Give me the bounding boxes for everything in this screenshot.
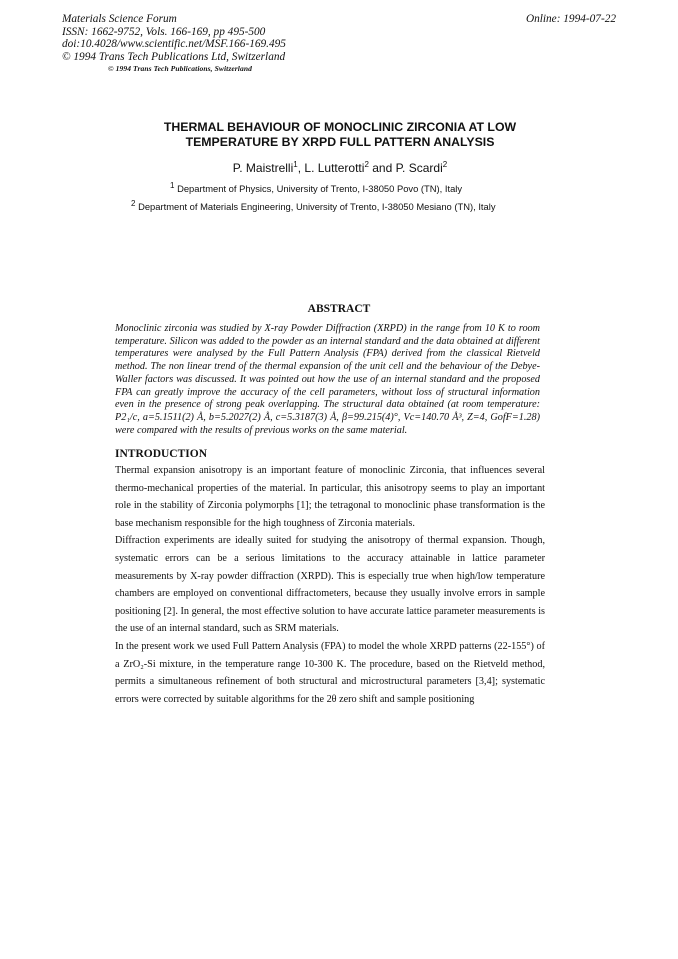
abstract-text: Monoclinic zirconia was studied by X-ray Powder Diffraction (XRPD) in the range from 10 K to room temperature. Silicon was added to the powder as an internal standard and the data obtained at different temperatures were analysed by the Full Pattern Analysis (FPA) derived from the classical Rietveld method. The non linear trend of the thermal expansion of the unit cell and the behaviour of the Debye-Waller factors was discussed. It was pointed out how the use of an internal standard and the proposed FPA can greatly improve the accuracy of the cell parameters, without loss of structural information even in the presence of strong peak overlapping. The structural data obtained (at room temperature: P2₁/c, a=5.1511(2) Å, b=5.2027(2) Å, c=5.3187(3) Å, β=99.215(4)°, Vc=140.70 Å³, Z=4, GofF=1.28) were compared with the results of previous works on the same material. [115,323,540,436]
copyright-line: © 1994 Trans Tech Publications Ltd, Switzerland [62,50,286,63]
author-3: P. Scardi [395,161,443,175]
affiliation-1-text: Department of Physics, University of Trento, I-38050 Povo (TN), Italy [177,183,463,195]
intro-paragraph-1: Thermal expansion anisotropy is an important feature of monoclinic Zirconia, that influences several thermo-mechanical properties of the material. In particular, this anisotropy seems to play an important role in the stability of Zirconia polymorphs [1]; the tetragonal to monoclinic phase transformation is the base mechanism responsible for the high toughness of Zirconia materials. [115,465,545,529]
affiliation-1-sup: 1 [170,181,175,190]
title-line-1: THERMAL BEHAVIOUR OF MONOCLINIC ZIRCONIA AT LOW [163,120,517,134]
affiliation-2-sup: 2 [131,199,136,208]
doi-line[interactable]: doi:10.4028/www.scientific.net/MSF.166-169.495 [62,38,286,51]
introduction-heading: INTRODUCTION [115,448,208,460]
title-line-2: TEMPERATURE BY XRPD FULL PATTERN ANALYSIS [185,135,495,149]
author-1: P. Maistrelli [232,161,294,175]
affiliation-2 [131,199,496,212]
author-2-sup: 2 [364,160,369,169]
issn-line: ISSN: 1662-9752, Vols. 166-169, pp 495-500 [62,25,266,38]
intro-paragraph-2: Diffraction experiments are ideally suited for studying the anisotropy of thermal expansion. Though, systematic errors can be a serious limitations to the accuracy attainable in lattice parameter measurements by X-ray powder diffraction (XRPD). This is especially true when high/low temperature chambers are employed on conventional diffractometers, because they usually involve errors in sample positioning [2]. In general, the most effective solution to have accurate lattice parameter measurements is the use of an internal standard, such as SRM materials. [115,535,545,635]
author-2: L. Lutterotti [304,161,365,175]
abstract-heading: ABSTRACT [307,303,371,315]
journal-name: Materials Science Forum [62,13,177,25]
publication-meta [62,13,286,63]
print-copyright: © 1994 Trans Tech Publications, Switzerland [108,64,252,73]
author-sep-1: , [297,161,305,175]
online-date: Online: 1994-07-22 [525,13,616,25]
intro-paragraph-3: In the present work we used Full Pattern Analysis (FPA) to model the whole XRPD patterns (22-155°) of a ZrO₂-Si mixture, in the temperature range 10-300 K. The procedure, based on the Rietveld method, permits a simultaneous refinement of both structural and microstructural parameters [3,4]; systematic errors were corrected by suitable algorithms for the 2θ zero shift and sample positioning [115,640,545,705]
author-1-sup: 1 [293,160,298,169]
introduction-body [115,462,545,708]
author-3-sup: 2 [442,160,448,169]
author-sep-2: and [368,161,396,175]
paper-title [80,120,600,150]
affiliation-2-text: Department of Materials Engineering, University of Trento, I-38050 Mesiano (TN), Italy [138,201,496,213]
author-list [80,160,600,175]
affiliation-1 [170,181,462,194]
